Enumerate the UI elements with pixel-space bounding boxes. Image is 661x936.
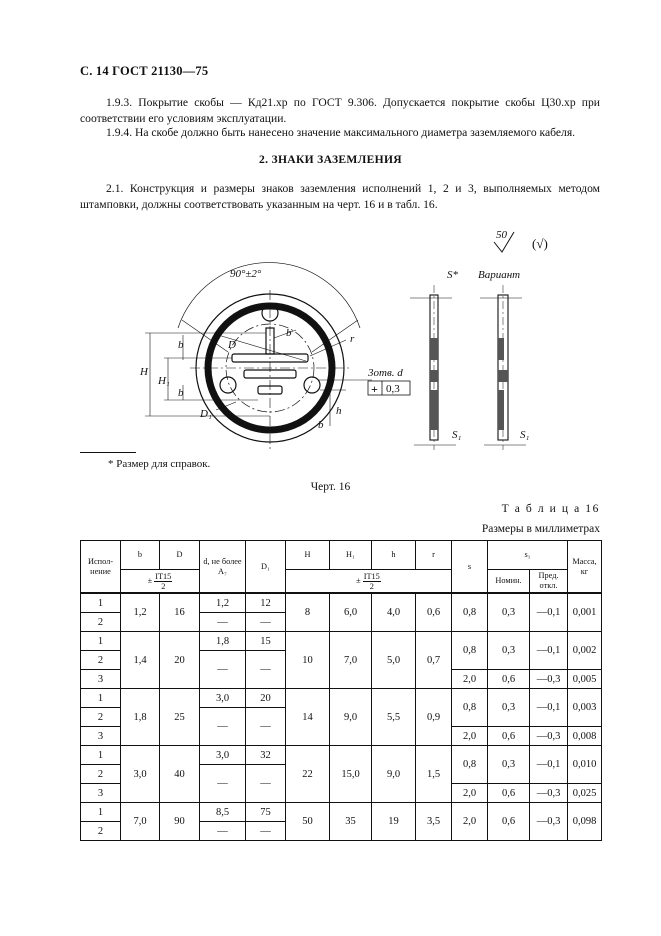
cell-D1: 15 — [246, 632, 286, 651]
cell-s: 0,8 — [452, 632, 488, 670]
cell-version: 1 — [81, 746, 121, 765]
sign-front-view — [145, 263, 372, 450]
label-b-lower: b — [178, 387, 184, 399]
cell-mass: 0,003 — [568, 689, 602, 727]
header-r: r — [416, 541, 452, 570]
cell-s1-nominal: 0,3 — [488, 746, 530, 784]
cell-h: 9,0 — [372, 746, 416, 803]
cell-s: 2,0 — [452, 727, 488, 746]
cell-s1-deviation: —0,1 — [530, 746, 568, 784]
table-row — [81, 803, 602, 822]
cell-d: — — [200, 613, 246, 632]
table-row — [81, 593, 602, 613]
cell-b: 1,4 — [121, 632, 160, 689]
cell-s1-nominal: 0,6 — [488, 670, 530, 689]
cell-H1: 7,0 — [330, 632, 372, 689]
side-section-view — [410, 285, 456, 450]
cell-r: 1,5 — [416, 746, 452, 803]
cell-d: 3,0 — [200, 689, 246, 708]
it15-numerator: IT15 — [363, 571, 380, 581]
cell-version: 1 — [81, 593, 121, 613]
paragraph-1-9-4: 1.9.4. На скобе должно быть нанесено значение максимального диаметра заземляемого кабеля. — [106, 126, 576, 139]
cell-s: 2,0 — [452, 803, 488, 841]
plus-minus: ± — [356, 576, 361, 585]
cell-s1-deviation: —0,3 — [530, 803, 568, 841]
section-title: 2. ЗНАКИ ЗАЗЕМЛЕНИЯ — [259, 153, 402, 166]
cell-H1: 6,0 — [330, 593, 372, 632]
cell-mass: 0,010 — [568, 746, 602, 784]
header-b: b — [121, 541, 160, 570]
cell-mass: 0,098 — [568, 803, 602, 841]
cell-mass: 0,025 — [568, 784, 602, 803]
cell-s: 2,0 — [452, 784, 488, 803]
header-H1: H₁ — [330, 541, 372, 570]
footnote-rule — [80, 452, 136, 453]
it15-numerator: IT15 — [155, 571, 172, 581]
cell-mass: 0,002 — [568, 632, 602, 670]
label-b-left: b — [178, 339, 184, 351]
label-s-star: S* — [447, 269, 458, 281]
cell-d: — — [200, 822, 246, 841]
header-tolerance-hr — [286, 570, 452, 594]
cell-D: 90 — [160, 803, 200, 841]
header-s: s — [452, 541, 488, 594]
cell-s1-nominal: 0,6 — [488, 784, 530, 803]
cell-s1-deviation: —0,3 — [530, 727, 568, 746]
cell-D1: — — [246, 708, 286, 746]
cell-s1-nominal: 0,6 — [488, 803, 530, 841]
cell-s1-deviation: —0,3 — [530, 784, 568, 803]
it15-denominator: 2 — [161, 581, 166, 591]
header-H: H — [286, 541, 330, 570]
table-label: Т а б л и ц а 16 — [501, 503, 600, 515]
header-s1: s₁ — [488, 541, 568, 570]
cell-mass: 0,001 — [568, 593, 602, 632]
cell-s1-nominal: 0,3 — [488, 689, 530, 727]
cell-s1-nominal: 0,3 — [488, 593, 530, 632]
page-header: С. 14 ГОСТ 21130—75 — [80, 64, 209, 78]
cell-version: 2 — [81, 708, 121, 727]
cell-D1: 32 — [246, 746, 286, 765]
header-d: d, не более A₇ — [200, 541, 246, 594]
cell-s: 2,0 — [452, 670, 488, 689]
table-row — [81, 689, 602, 708]
angle-label: 90°±2° — [230, 268, 262, 280]
cell-H: 14 — [286, 689, 330, 746]
technical-drawing — [0, 220, 661, 460]
table-units: Размеры в миллиметрах — [481, 523, 600, 535]
label-H: H — [140, 366, 148, 378]
it15-denominator: 2 — [369, 581, 374, 591]
cell-r: 3,5 — [416, 803, 452, 841]
cell-s: 0,8 — [452, 746, 488, 784]
label-D1: D₁ — [200, 408, 212, 420]
cell-h: 5,5 — [372, 689, 416, 746]
cell-version: 1 — [81, 689, 121, 708]
header-tolerance-bd — [121, 570, 200, 594]
label-s1-right: S₁ — [520, 429, 530, 441]
cell-D: 20 — [160, 632, 200, 689]
cell-s1-deviation: —0,3 — [530, 670, 568, 689]
cell-H: 8 — [286, 593, 330, 632]
cell-H1: 35 — [330, 803, 372, 841]
header-version: Испол-нение — [81, 541, 121, 594]
cell-H: 50 — [286, 803, 330, 841]
footnote: * Размер для справок. — [108, 458, 211, 470]
cell-version: 2 — [81, 765, 121, 784]
label-H1: H₁ — [158, 375, 170, 387]
figure-caption: Черт. 16 — [310, 481, 351, 493]
cell-version: 2 — [81, 613, 121, 632]
cell-r: 0,7 — [416, 632, 452, 689]
plus-minus: ± — [147, 576, 153, 585]
cell-H1: 9,0 — [330, 689, 372, 746]
cell-d: 1,8 — [200, 632, 246, 651]
cell-d: — — [200, 708, 246, 746]
cell-b: 3,0 — [121, 746, 160, 803]
cell-D1: 75 — [246, 803, 286, 822]
dimensions-table — [80, 540, 602, 841]
label-s1-left: S₁ — [452, 429, 462, 441]
cell-d: — — [200, 765, 246, 803]
cell-D1: — — [246, 822, 286, 841]
header-mass: Масса, кг — [568, 541, 602, 594]
header-D: D — [160, 541, 200, 570]
cell-s: 0,8 — [452, 593, 488, 632]
header-D1: D₁ — [246, 541, 286, 594]
tolerance-value: 0,3 — [386, 383, 400, 395]
cell-version: 2 — [81, 651, 121, 670]
label-h: h — [336, 405, 342, 417]
cell-version: 2 — [81, 822, 121, 841]
table-row — [81, 632, 602, 651]
variant-section-view — [480, 285, 526, 450]
cell-r: 0,6 — [416, 593, 452, 632]
cell-h: 5,0 — [372, 632, 416, 689]
cell-version: 3 — [81, 670, 121, 689]
variant-label: Вариант — [478, 269, 521, 281]
cell-h: 4,0 — [372, 593, 416, 632]
cell-s1-deviation: —0,1 — [530, 689, 568, 727]
cell-d: 1,2 — [200, 593, 246, 613]
cell-b: 1,2 — [121, 593, 160, 632]
header-s1-deviation: Пред. откл. — [530, 570, 568, 594]
cell-d: 3,0 — [200, 746, 246, 765]
cell-s1-deviation: —0,1 — [530, 632, 568, 670]
cell-H1: 15,0 — [330, 746, 372, 803]
cell-D1: 12 — [246, 593, 286, 613]
cell-H: 22 — [286, 746, 330, 803]
cell-s1-deviation: —0,1 — [530, 593, 568, 632]
cell-D: 16 — [160, 593, 200, 632]
label-b-top: b — [286, 327, 292, 339]
label-D: D — [228, 339, 236, 351]
cell-d: — — [200, 651, 246, 689]
cell-b: 1,8 — [121, 689, 160, 746]
label-r: r — [350, 333, 355, 345]
paragraph-1-9-3: 1.9.3. Покрытие скобы — Кд21.хр по ГОСТ 9.306. Допускается покрытие скобы Ц30.хр при соответствии его условиям эксплуатации. — [80, 96, 600, 125]
cell-version: 1 — [81, 803, 121, 822]
cell-version: 3 — [81, 727, 121, 746]
cell-D1: — — [246, 765, 286, 803]
cell-D1: — — [246, 613, 286, 632]
paragraph-2-1: 2.1. Конструкция и размеры знаков заземления исполнений 1, 2 и 3, выполняемых методом штамповки, должны соответствовать указанным на черт. 16 и в табл. 16. — [80, 182, 600, 211]
cell-s: 0,8 — [452, 689, 488, 727]
cell-mass: 0,008 — [568, 727, 602, 746]
cell-s1-nominal: 0,3 — [488, 632, 530, 670]
cell-D: 40 — [160, 746, 200, 803]
cell-r: 0,9 — [416, 689, 452, 746]
cell-mass: 0,005 — [568, 670, 602, 689]
header-s1-nominal: Номин. — [488, 570, 530, 594]
cell-D1: 20 — [246, 689, 286, 708]
cell-D1: — — [246, 651, 286, 689]
cell-version: 3 — [81, 784, 121, 803]
cell-D: 25 — [160, 689, 200, 746]
holes-label: 3отв. d — [368, 367, 403, 379]
tolerance-symbol: + — [371, 382, 378, 396]
header-h: h — [372, 541, 416, 570]
table-row — [81, 746, 602, 765]
cell-h: 19 — [372, 803, 416, 841]
cell-b: 7,0 — [121, 803, 160, 841]
cell-H: 10 — [286, 632, 330, 689]
roughness-value: 50 — [496, 229, 507, 241]
cell-d: 8,5 — [200, 803, 246, 822]
cell-s1-nominal: 0,6 — [488, 727, 530, 746]
cell-version: 1 — [81, 632, 121, 651]
label-b-right: b — [318, 419, 324, 431]
roughness-alt: (√) — [532, 236, 548, 251]
